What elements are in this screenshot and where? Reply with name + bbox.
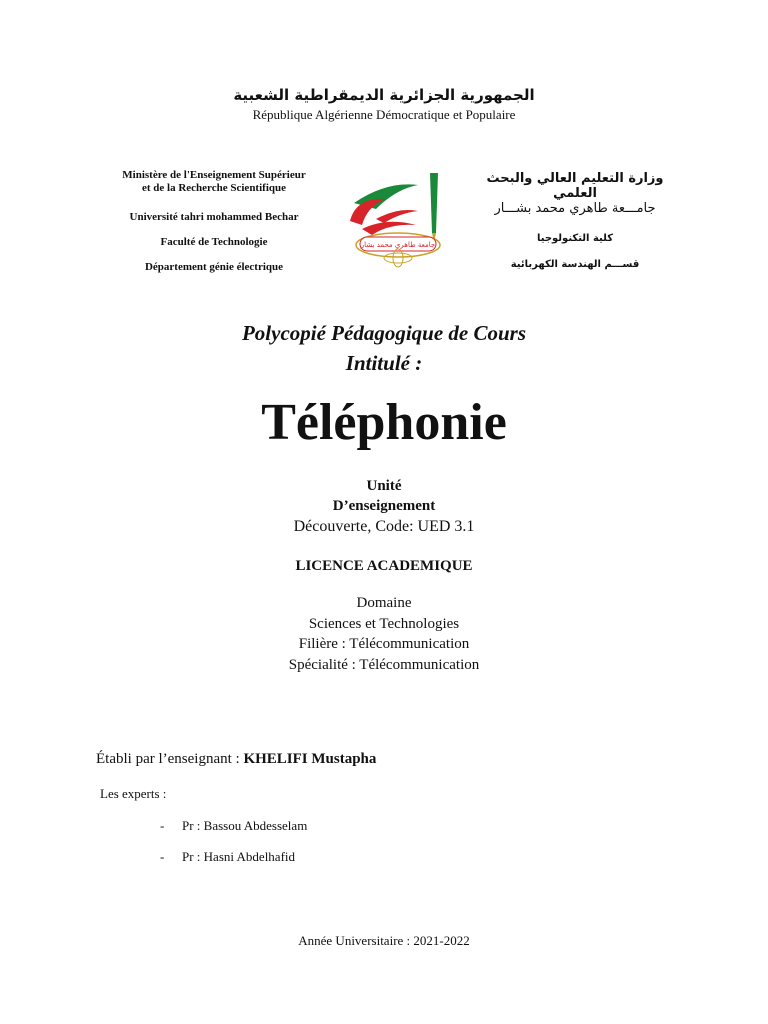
faculty-ar: كلية التكنولوجيا <box>536 233 614 244</box>
intitule-label: Intitulé : <box>345 351 423 375</box>
filiere-label: Filière : Télécommunication <box>298 636 470 652</box>
faculty-fr: Faculté de Technologie <box>160 236 268 248</box>
experts-label: Les experts : <box>100 786 167 801</box>
expert-item <box>160 849 295 865</box>
university-ar: جامـــعة طاهري محمد بشـــار <box>494 201 656 216</box>
author-label: Établi par l’enseignant : <box>96 751 244 767</box>
domaine-label: Domaine <box>356 595 412 611</box>
course-heading <box>0 318 768 378</box>
licence-label: LICENCE ACADEMIQUE <box>295 558 473 574</box>
sciences-label: Sciences et Technologies <box>308 615 460 632</box>
department-ar: قســـم الهندسة الكهربائية <box>510 259 640 270</box>
arabic-republic-title: الجمهورية الجزائرية الديمقراطية الشعبية <box>233 86 535 104</box>
ministry-ar: وزارة التعليم العالي والبحث العلمي <box>486 171 664 201</box>
university-seal-icon <box>346 163 456 271</box>
expert-item <box>160 818 307 834</box>
domaine-block <box>0 593 768 675</box>
ue-code: Découverte, Code: UED 3.1 <box>293 518 475 535</box>
expert-dash: - <box>160 849 165 864</box>
logo-ring-text: جامعة طاهري محمد بشار <box>360 241 436 249</box>
author-line <box>96 751 376 768</box>
ministry-fr <box>98 169 330 195</box>
university-fr: Université tahri mohammed Bechar <box>129 211 299 223</box>
polycopie-label: Polycopié Pédagogique de Cours <box>241 321 527 345</box>
specialite-label: Spécialité : Télécommunication <box>288 656 480 673</box>
department-fr: Département génie électrique <box>144 261 284 273</box>
ministry-fr-line1: Ministère de l'Enseignement Supérieur <box>122 169 306 181</box>
unite-label: Unité <box>366 478 402 494</box>
course-title: Téléphonie <box>261 394 507 451</box>
enseignement-label: D’enseignement <box>332 498 436 514</box>
author-name: KHELIFI Mustapha <box>243 751 377 767</box>
expert-name: Pr : Bassou Abdesselam <box>182 818 308 833</box>
french-republic-title: République Algérienne Démocratique et Populaire <box>252 107 516 122</box>
ministry-fr-line2: et de la Recherche Scientifique <box>142 182 286 194</box>
university-logo <box>346 163 456 271</box>
unite-block <box>0 476 768 516</box>
expert-name: Pr : Hasni Abdelhafid <box>182 849 296 864</box>
academic-year: Année Universitaire : 2021-2022 <box>298 933 470 948</box>
expert-dash: - <box>160 818 165 833</box>
